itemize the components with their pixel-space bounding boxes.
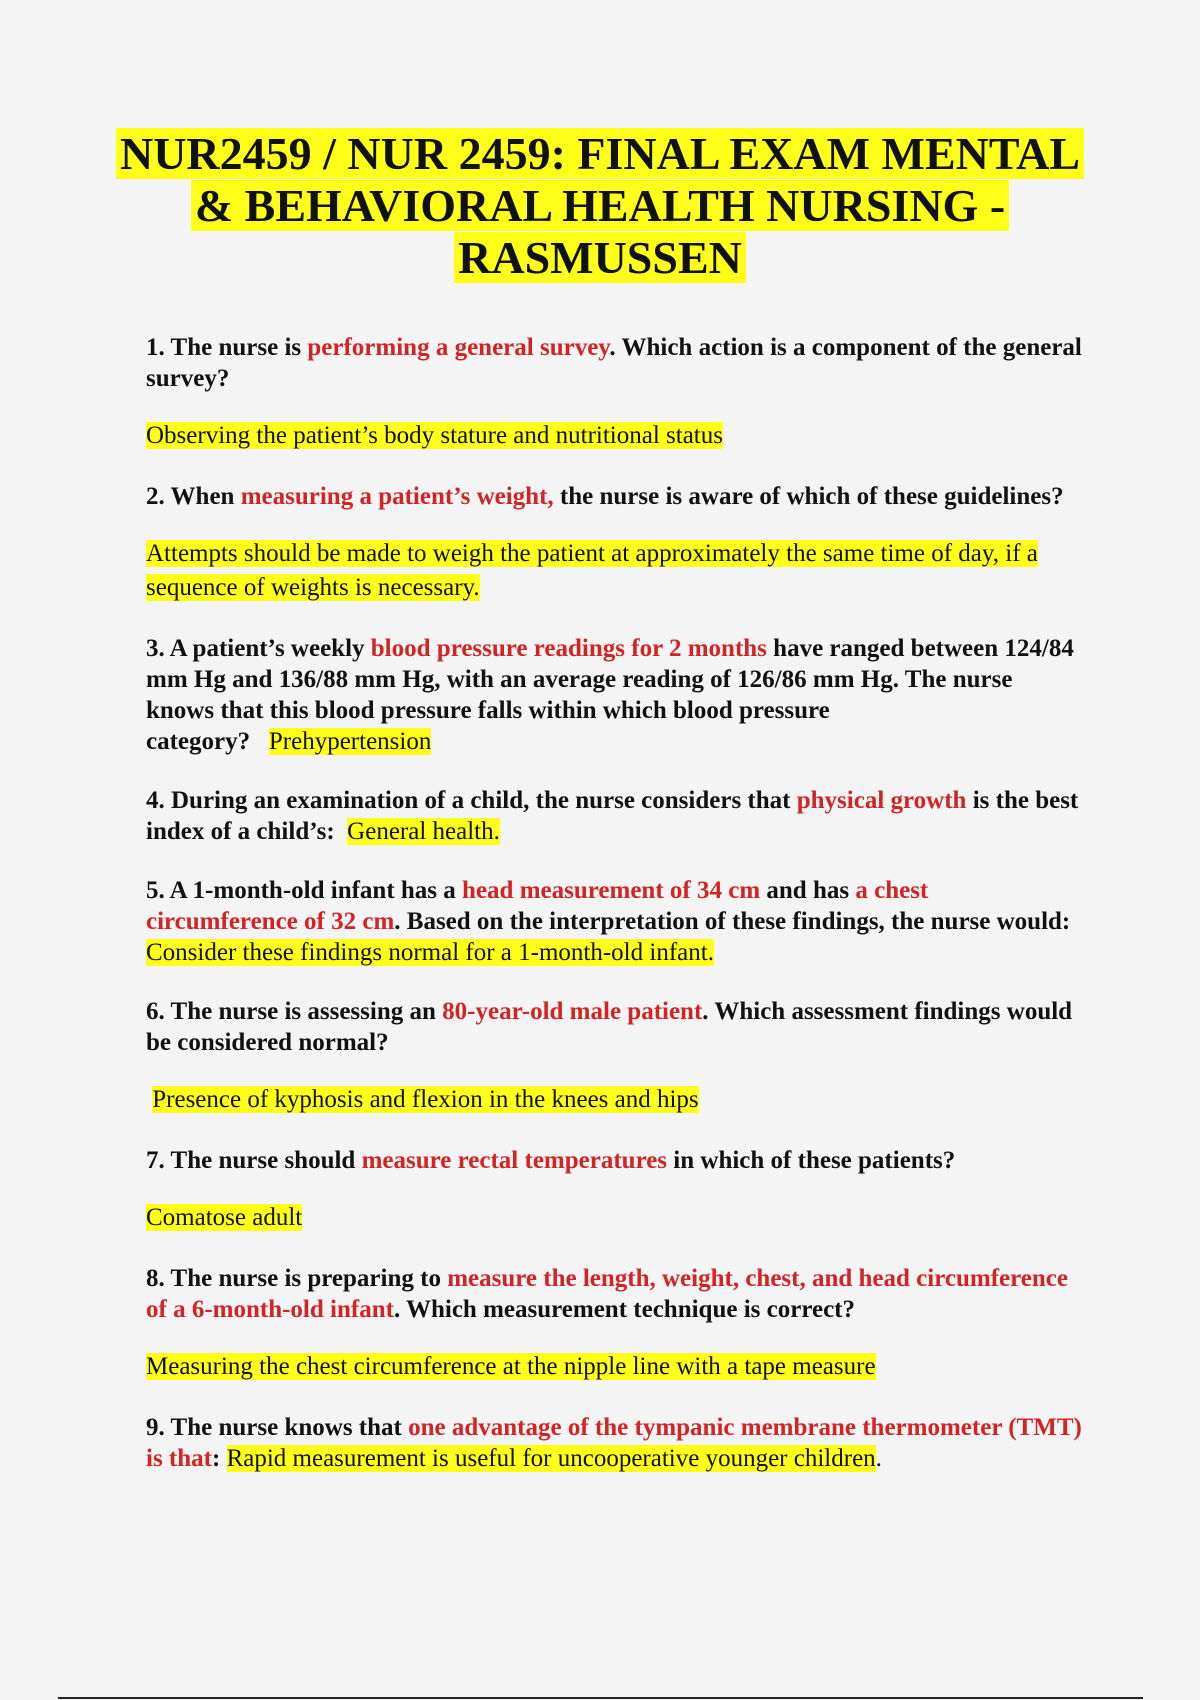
question-text: . Which measurement technique is correct? [393,1296,855,1323]
question-text: the nurse is aware of which of these guidelines? [553,483,1064,510]
question-keyword: performing a general survey [307,334,610,361]
question-text: 8. The nurse is preparing to [146,1265,448,1292]
answer-highlight: Observing the patient’s body stature and nutritional status [146,422,723,449]
document-title [100,128,1100,284]
question-text: . Which assessment findings would be considered normal? [146,998,1073,1056]
answer-1 [146,419,1086,453]
question-1 [146,332,1086,394]
question-keyword: measuring a patient’s weight, [240,483,554,510]
question-text: 6. The nurse is assessing an [146,998,443,1025]
question-5 [146,875,1086,968]
question-text: and has [760,877,856,904]
question-keyword: measure the length, weight, chest, and head circumference of a 6-month-old infant [146,1265,1068,1323]
question-keyword: physical growth [796,787,967,814]
question-text: 3. A patient’s weekly [146,635,371,662]
question-keyword: blood pressure readings for 2 months [370,635,767,662]
answer-7 [146,1201,1086,1235]
answer-9-period: . [875,1445,882,1472]
question-text: . Which action is a component of the general survey? [146,334,1082,392]
question-keyword: 80-year-old male patient [442,998,703,1025]
question-6 [146,996,1086,1058]
question-2 [146,481,1086,512]
question-text: in which of these patients? [667,1147,956,1174]
title-line-3: RASMUSSEN [454,232,746,283]
answer-8 [146,1350,1086,1384]
question-text: have ranged between 124/84 mm Hg and 136/88 mm Hg, with an average reading of 126/86 mm Hg. The nurse knows that this blood pressure falls within which blood pressure category? [146,635,1074,755]
answer-2 [146,537,1086,605]
question-keyword: a chest circumference of 32 cm [146,877,929,935]
question-text: 2. When [146,483,241,510]
answer-highlight: Presence of kyphosis and flexion in the knees and hips [152,1086,699,1113]
question-text: : [211,1445,221,1472]
answer-highlight: Comatose adult [146,1204,303,1231]
question-9 [146,1412,1086,1474]
answer-3: Prehypertension [268,728,432,755]
question-keyword: head measurement of 34 cm [462,877,761,904]
page-bottom-rule [58,1697,1143,1699]
question-8 [146,1263,1086,1325]
answer-highlight: Measuring the chest circumference at the nipple line with a tape measure [146,1353,876,1380]
question-keyword: measure rectal temperatures [361,1147,668,1174]
question-text: 5. A 1-month-old infant has a [146,877,463,904]
question-text: 1. The nurse is [146,334,308,361]
answer-highlight: Attempts should be made to weigh the patient at approximately the same time of day, if a sequence of weights is necessary. [146,540,1038,601]
answer-6 [146,1083,1086,1117]
question-list [146,332,1086,1474]
question-text: 4. During an examination of a child, the nurse considers that [146,787,797,814]
answer-9: Rapid measurement is useful for uncooperative younger children [226,1445,876,1472]
question-keyword: one advantage of the tympanic membrane thermometer (TMT) is that [146,1414,1082,1472]
question-4 [146,785,1086,847]
question-text: is the best index of a child’s: [146,787,1079,845]
answer-4: General health. [347,818,500,845]
title-line-1: NUR2459 / NUR 2459: FINAL EXAM MENTAL [116,128,1084,179]
answer-5: Consider these findings normal for a 1-month-old infant. [146,939,714,966]
question-7 [146,1145,1086,1176]
title-line-2: & BEHAVIORAL HEALTH NURSING - [191,180,1009,231]
question-text: 9. The nurse knows that [146,1414,409,1441]
question-text: . Based on the interpretation of these findings, the nurse would: [394,908,1071,935]
question-text: 7. The nurse should [146,1147,362,1174]
question-3 [146,633,1086,757]
